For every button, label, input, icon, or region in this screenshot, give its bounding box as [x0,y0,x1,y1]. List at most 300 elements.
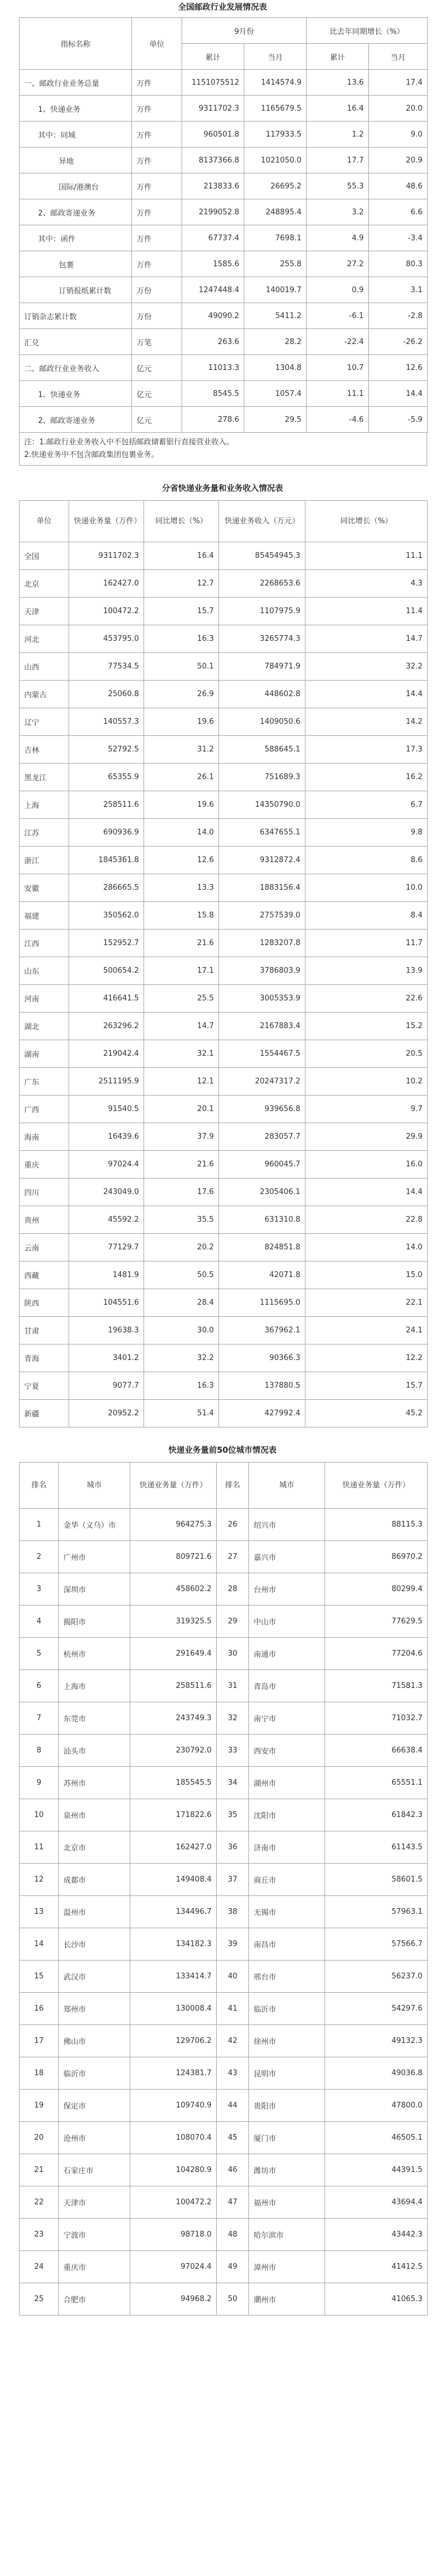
revenue-growth-cell: 6.7 [306,791,428,819]
table-row [20,598,428,625]
cumulative-cell: 49090.2 [182,303,244,329]
volume-cell: 134182.3 [130,1928,217,1961]
header-city-left: 城市 [59,1463,130,1509]
cumulative-cell: 263.6 [182,329,244,355]
volume-growth-cell: 12.7 [144,570,219,598]
city-cell: 中山市 [249,1606,325,1638]
unit-cell: 万件 [132,96,182,122]
table3-title: 快递业务量前50位城市情况表 [168,1446,277,1455]
table-row [20,1206,428,1234]
revenue-growth-cell: 29.9 [306,1123,428,1151]
table-row [20,653,428,681]
rank-cell: 36 [217,1831,249,1864]
growth-cumulative-cell: -4.6 [307,407,369,433]
volume-cell: 97024.4 [130,2251,217,2283]
rank-cell: 37 [217,1864,249,1896]
province-cell: 四川 [20,1179,69,1206]
rank-cell: 32 [217,1702,249,1735]
city-cell: 温州市 [59,1896,130,1928]
city-cell: 南昌市 [249,1928,325,1961]
growth-current-month-cell: 6.6 [369,199,428,225]
city-cell: 杭州市 [59,1638,130,1670]
revenue-growth-cell: 11.7 [306,930,428,957]
revenue-growth-cell: 22.8 [306,1206,428,1234]
cumulative-cell: 1247448.4 [182,277,244,303]
city-cell: 临沂市 [249,1993,325,2025]
volume-cell: 109740.9 [130,2090,217,2122]
revenue-cell: 2167883.4 [219,1013,306,1040]
rank-cell: 30 [217,1638,249,1670]
volume-growth-cell: 16.4 [144,542,219,570]
cumulative-cell: 8137366.8 [182,148,244,173]
volume-cell: 3401.2 [69,1344,144,1372]
rank-cell: 49 [217,2251,249,2283]
revenue-growth-cell: 14.4 [306,681,428,708]
volume-cell: 809721.6 [130,1541,217,1573]
rank-cell: 47 [217,2186,249,2219]
table-row [20,355,428,381]
volume-cell: 149408.4 [130,1864,217,1896]
city-cell: 西安市 [249,1735,325,1767]
table-row [20,681,428,708]
cumulative-cell: 8545.5 [182,381,244,407]
volume-cell: 9311702.3 [69,542,144,570]
volume-cell: 65355.9 [69,764,144,791]
table-row [20,2057,428,2090]
table-row [20,251,428,277]
table-row [20,1767,428,1799]
volume-cell: 54297.6 [325,1993,428,2025]
rank-cell: 23 [20,2219,59,2251]
table-row [20,1068,428,1096]
cumulative-cell: 960501.8 [182,122,244,148]
current-month-cell: 1021050.0 [244,148,307,173]
volume-growth-cell: 20.2 [144,1234,219,1261]
volume-cell: 243049.0 [69,1179,144,1206]
revenue-growth-cell: 9.8 [306,819,428,847]
revenue-cell: 2757539.0 [219,902,306,930]
revenue-growth-cell: 13.9 [306,957,428,985]
growth-cumulative-cell: -22.4 [307,329,369,355]
province-cell: 河北 [20,625,69,653]
province-cell: 北京 [20,570,69,598]
province-cell: 浙江 [20,847,69,874]
province-cell: 广西 [20,1096,69,1123]
volume-cell: 130008.4 [130,1993,217,2025]
rank-cell: 21 [20,2154,59,2186]
growth-current-month-cell: -3.4 [369,225,428,251]
volume-growth-cell: 21.6 [144,1151,219,1179]
current-month-cell: 29.5 [244,407,307,433]
city-cell: 昆明市 [249,2057,325,2090]
city-cell: 佛山市 [59,2025,130,2057]
revenue-growth-cell: 12.2 [306,1344,428,1372]
table-row [20,791,428,819]
province-cell: 广东 [20,1068,69,1096]
revenue-cell: 3265774.3 [219,625,306,653]
table-row [20,1961,428,1993]
city-cell: 金华（义乌）市 [59,1509,130,1541]
province-cell: 宁夏 [20,1372,69,1400]
table-row [20,1928,428,1961]
table-row [20,1400,428,1427]
cumulative-cell: 1151075512 [182,70,244,96]
cumulative-cell: 2199052.8 [182,199,244,225]
volume-cell: 45592.2 [69,1206,144,1234]
volume-cell: 350562.0 [69,902,144,930]
province-cell: 贵州 [20,1206,69,1234]
revenue-cell: 1115695.0 [219,1289,306,1317]
rank-cell: 17 [20,2025,59,2057]
revenue-growth-cell: 14.0 [306,1234,428,1261]
volume-cell: 964275.3 [130,1509,217,1541]
volume-cell: 77534.5 [69,653,144,681]
volume-cell: 133414.7 [130,1961,217,1993]
growth-cumulative-cell: 16.4 [307,96,369,122]
city-cell: 潍坊市 [249,2154,325,2186]
unit-cell: 万笔 [132,329,182,355]
unit-cell: 亿元 [132,407,182,433]
volume-growth-cell: 19.6 [144,791,219,819]
table1-notes [19,433,427,466]
volume-cell: 88115.3 [325,1509,428,1541]
cumulative-cell: 9311702.3 [182,96,244,122]
province-express-table [19,500,428,1427]
current-month-cell: 26695.2 [244,173,307,199]
province-cell: 江苏 [20,819,69,847]
revenue-cell: 14350790.0 [219,791,306,819]
header-yoy-cumulative: 累计 [307,44,369,70]
rank-cell: 1 [20,1509,59,1541]
header-rank-left: 排名 [20,1463,59,1509]
volume-cell: 258511.6 [130,1670,217,1702]
city-cell: 宁波市 [59,2219,130,2251]
volume-cell: 71032.7 [325,1702,428,1735]
city-cell: 漳州市 [249,2251,325,2283]
volume-cell: 2511195.9 [69,1068,144,1096]
current-month-cell: 5411.2 [244,303,307,329]
rank-cell: 26 [217,1509,249,1541]
province-cell: 重庆 [20,1151,69,1179]
volume-cell: 43442.3 [325,2219,428,2251]
volume-growth-cell: 32.2 [144,1344,219,1372]
province-cell: 全国 [20,542,69,570]
revenue-cell: 85454945.3 [219,542,306,570]
growth-cumulative-cell: 27.2 [307,251,369,277]
revenue-cell: 6347655.1 [219,819,306,847]
volume-cell: 77629.5 [325,1606,428,1638]
volume-growth-cell: 35.5 [144,1206,219,1234]
city-cell: 福州市 [249,2186,325,2219]
revenue-cell: 90366.3 [219,1344,306,1372]
cumulative-cell: 213833.6 [182,173,244,199]
revenue-cell: 367962.1 [219,1317,306,1344]
volume-growth-cell: 25.5 [144,985,219,1013]
indicator-cell: 2、邮政寄递业务 [20,407,132,433]
table-row [20,1344,428,1372]
revenue-cell: 824851.8 [219,1234,306,1261]
table-row [20,542,428,570]
current-month-cell: 117933.5 [244,122,307,148]
volume-cell: 690936.9 [69,819,144,847]
volume-growth-cell: 15.7 [144,598,219,625]
table-row [20,819,428,847]
growth-current-month-cell: 14.4 [369,381,428,407]
volume-cell: 41065.3 [325,2283,428,2316]
header-volume-growth: 同比增长（%） [144,501,219,542]
note-line-1: 注：1.邮政行业业务收入中不包括邮政储蓄银行直接营业收入。 [24,438,234,447]
header-yoy-current-month: 当月 [369,44,428,70]
city-cell: 南通市 [249,1638,325,1670]
growth-current-month-cell: 48.6 [369,173,428,199]
volume-cell: 453795.0 [69,625,144,653]
table-row [20,1372,428,1400]
volume-cell: 1481.9 [69,1261,144,1289]
table-row [20,1096,428,1123]
table-row [20,1638,428,1670]
table-row [20,122,428,148]
volume-growth-cell: 19.6 [144,708,219,736]
rank-cell: 15 [20,1961,59,1993]
growth-current-month-cell: -26.2 [369,329,428,355]
header-volume-left: 快递业务量（万件） [130,1463,217,1509]
growth-current-month-cell: 20.9 [369,148,428,173]
revenue-growth-cell: 10.2 [306,1068,428,1096]
volume-cell: 152952.7 [69,930,144,957]
table-row [20,2283,428,2316]
rank-cell: 25 [20,2283,59,2316]
volume-cell: 91540.5 [69,1096,144,1123]
province-cell: 西藏 [20,1261,69,1289]
province-cell: 吉林 [20,736,69,764]
unit-cell: 万份 [132,303,182,329]
rank-cell: 46 [217,2154,249,2186]
province-cell: 辽宁 [20,708,69,736]
indicator-cell: 国际/港澳台 [20,173,132,199]
rank-cell: 50 [217,2283,249,2316]
table-row [20,148,428,173]
volume-cell: 124381.7 [130,2057,217,2090]
table-row [20,985,428,1013]
city-cell: 石家庄市 [59,2154,130,2186]
rank-cell: 34 [217,1767,249,1799]
volume-cell: 9077.7 [69,1372,144,1400]
table-row [20,1123,428,1151]
volume-cell: 319325.5 [130,1606,217,1638]
table-row [20,1896,428,1928]
volume-cell: 61842.3 [325,1799,428,1831]
city-cell: 徐州市 [249,2025,325,2057]
table-row [20,764,428,791]
city-cell: 厦门市 [249,2122,325,2154]
city-cell: 长沙市 [59,1928,130,1961]
table-row [20,407,428,433]
revenue-cell: 1883156.4 [219,874,306,902]
city-cell: 成都市 [59,1864,130,1896]
rank-cell: 38 [217,1896,249,1928]
province-cell: 江西 [20,930,69,957]
cumulative-cell: 278.6 [182,407,244,433]
table-row [20,1670,428,1702]
city-cell: 嘉兴市 [249,1541,325,1573]
rank-cell: 42 [217,2025,249,2057]
table-row [20,1289,428,1317]
current-month-cell: 1057.4 [244,381,307,407]
volume-growth-cell: 30.0 [144,1317,219,1344]
city-cell: 南宁市 [249,1702,325,1735]
city-cell: 青岛市 [249,1670,325,1702]
table-row [20,277,428,303]
province-cell: 黑龙江 [20,764,69,791]
province-cell: 青海 [20,1344,69,1372]
rank-cell: 29 [217,1606,249,1638]
table-row [20,902,428,930]
volume-cell: 258511.6 [69,791,144,819]
volume-cell: 61143.5 [325,1831,428,1864]
rank-cell: 14 [20,1928,59,1961]
province-cell: 湖北 [20,1013,69,1040]
indicator-cell: 其中：函件 [20,225,132,251]
table-row [20,1573,428,1606]
current-month-cell: 1165679.5 [244,96,307,122]
city-cell: 保定市 [59,2090,130,2122]
revenue-growth-cell: 4.3 [306,570,428,598]
table-row [20,2251,428,2283]
volume-cell: 140557.3 [69,708,144,736]
volume-cell: 80299.4 [325,1573,428,1606]
volume-growth-cell: 51.4 [144,1400,219,1427]
volume-growth-cell: 31.2 [144,736,219,764]
cumulative-cell: 67737.4 [182,225,244,251]
growth-cumulative-cell: -6.1 [307,303,369,329]
revenue-growth-cell: 22.1 [306,1289,428,1317]
volume-cell: 58601.5 [325,1864,428,1896]
indicator-cell: 其中：同城 [20,122,132,148]
province-cell: 内蒙古 [20,681,69,708]
volume-cell: 100472.2 [69,598,144,625]
volume-cell: 52792.5 [69,736,144,764]
city-cell: 商丘市 [249,1864,325,1896]
rank-cell: 48 [217,2219,249,2251]
table-row [20,1151,428,1179]
table3-header-row [20,1463,428,1509]
volume-cell: 162427.0 [130,1831,217,1864]
unit-cell: 万件 [132,122,182,148]
table-row [20,1702,428,1735]
volume-cell: 134496.7 [130,1896,217,1928]
rank-cell: 39 [217,1928,249,1961]
indicator-cell: 1、快递业务 [20,96,132,122]
revenue-cell: 9312872.4 [219,847,306,874]
rank-cell: 28 [217,1573,249,1606]
header-unit: 单位 [132,18,182,70]
growth-current-month-cell: 80.3 [369,251,428,277]
table-row [20,1993,428,2025]
city-cell: 广州市 [59,1541,130,1573]
growth-current-month-cell: 3.1 [369,277,428,303]
volume-growth-cell: 15.8 [144,902,219,930]
table-row [20,2186,428,2219]
table-row [20,96,428,122]
revenue-growth-cell: 14.7 [306,625,428,653]
city-cell: 临沂市 [59,2057,130,2090]
indicator-cell: 包裹 [20,251,132,277]
revenue-growth-cell: 22.6 [306,985,428,1013]
volume-cell: 416641.5 [69,985,144,1013]
growth-cumulative-cell: 3.2 [307,199,369,225]
rank-cell: 41 [217,1993,249,2025]
rank-cell: 27 [217,1541,249,1573]
header-rank-right: 排名 [217,1463,249,1509]
volume-growth-cell: 21.6 [144,930,219,957]
city-cell: 北京市 [59,1831,130,1864]
growth-current-month-cell: 12.6 [369,355,428,381]
table-row [20,1541,428,1573]
city-cell: 邢台市 [249,1961,325,1993]
volume-growth-cell: 26.1 [144,764,219,791]
table-row [20,2122,428,2154]
revenue-growth-cell: 14.4 [306,1179,428,1206]
table-row [20,708,428,736]
revenue-growth-cell: 10.0 [306,874,428,902]
city-cell: 汕头市 [59,1735,130,1767]
header-revenue: 快递业务收入（万元） [219,501,306,542]
province-cell: 甘肃 [20,1317,69,1344]
revenue-cell: 631310.8 [219,1206,306,1234]
current-month-cell: 1304.8 [244,355,307,381]
volume-cell: 108070.4 [130,2122,217,2154]
volume-cell: 16439.6 [69,1123,144,1151]
rank-cell: 43 [217,2057,249,2090]
volume-cell: 77204.6 [325,1638,428,1670]
province-cell: 河南 [20,985,69,1013]
province-cell: 新疆 [20,1400,69,1427]
revenue-growth-cell: 15.7 [306,1372,428,1400]
table-row [20,957,428,985]
header-volume: 快递业务量（万件） [69,501,144,542]
header-volume-right: 快递业务量（万件） [325,1463,428,1509]
table-row [20,2219,428,2251]
header-indicator: 指标名称 [20,18,132,70]
revenue-cell: 1409050.6 [219,708,306,736]
revenue-growth-cell: 45.2 [306,1400,428,1427]
volume-growth-cell: 17.1 [144,957,219,985]
city-cell: 台州市 [249,1573,325,1606]
volume-cell: 98718.0 [130,2219,217,2251]
table-row [20,1735,428,1767]
volume-cell: 71581.3 [325,1670,428,1702]
table2-title: 分省快递业务量和业务收入情况表 [162,484,283,493]
unit-cell: 万件 [132,70,182,96]
volume-growth-cell: 16.3 [144,1372,219,1400]
table-row [20,930,428,957]
growth-current-month-cell: -2.8 [369,303,428,329]
current-month-cell: 255.8 [244,251,307,277]
rank-cell: 5 [20,1638,59,1670]
revenue-growth-cell: 32.2 [306,653,428,681]
revenue-cell: 1554467.5 [219,1040,306,1068]
table-row [20,1261,428,1289]
current-month-cell: 28.2 [244,329,307,355]
rank-cell: 2 [20,1541,59,1573]
city-cell: 绍兴市 [249,1509,325,1541]
table-row [20,874,428,902]
industry-development-table [19,17,428,433]
current-month-cell: 7698.1 [244,225,307,251]
unit-cell: 万件 [132,251,182,277]
indicator-cell: 一、邮政行业业务总量 [20,70,132,96]
table-row [20,1831,428,1864]
